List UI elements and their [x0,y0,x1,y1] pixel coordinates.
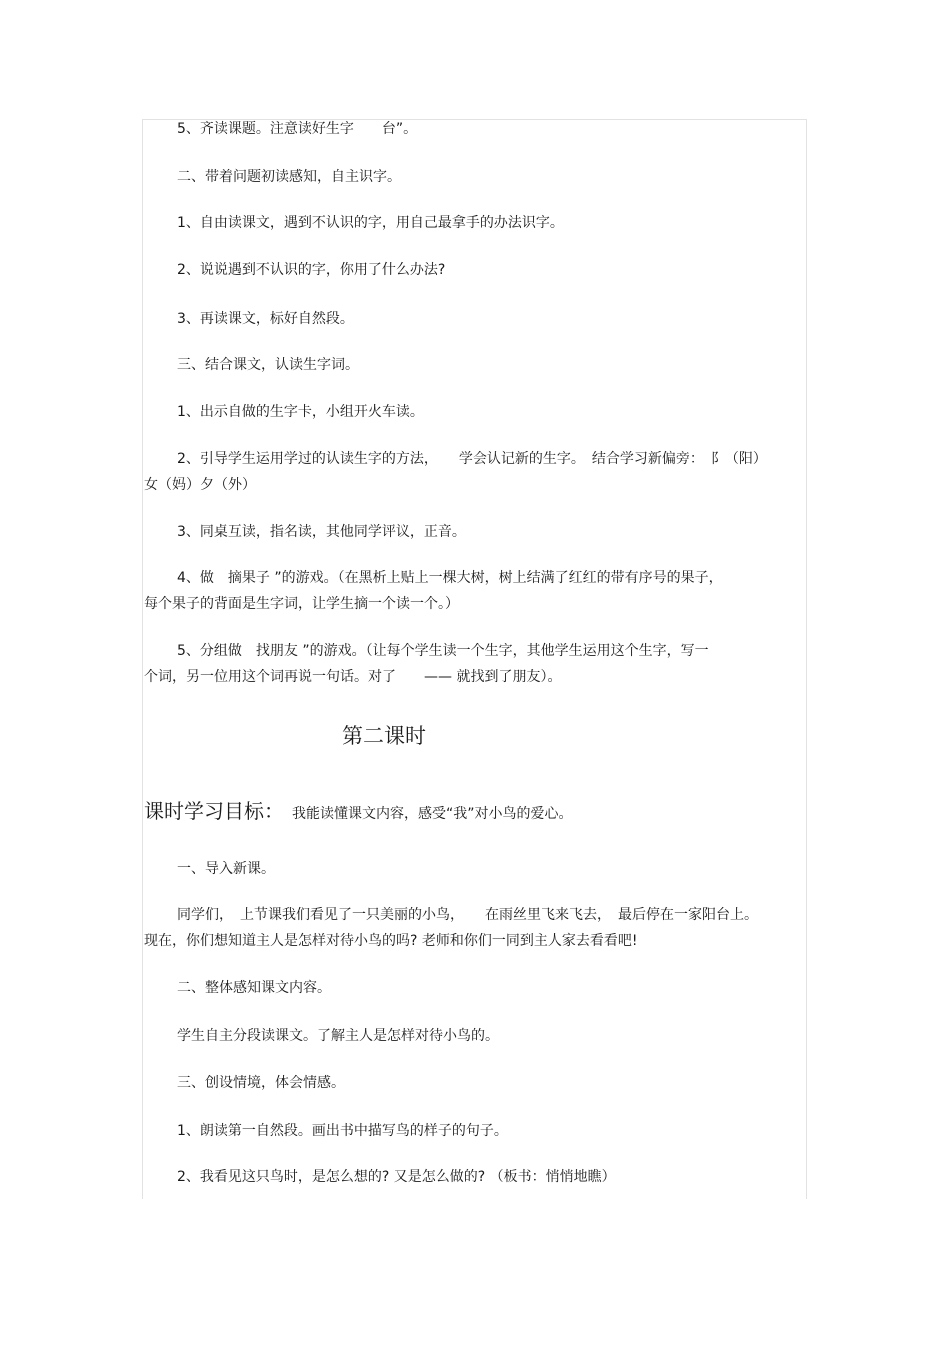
goal-text: 我能读懂课文内容，感受“我”对小鸟的爱心。 [292,806,573,822]
text-line: 1、自由读课文，遇到不认识的字，用自己最拿手的办法识字。 [177,215,564,231]
section-heading: 三、创设情境，体会情感。 [177,1075,345,1091]
goal-label: 课时学习目标： [144,799,284,823]
text-line: 5、齐读课题。注意读好生字 台”。 [177,121,418,137]
text-line: 2、我看见这只鸟时，是怎么想的? 又是怎么做的? （板书：悄悄地瞧） [177,1169,616,1185]
section-heading: 二、整体感知课文内容。 [177,980,331,996]
text-line: 每个果子的背面是生字词，让学生摘一个读一个。） [144,596,459,612]
lesson-title: 第二课时 [342,724,426,748]
text-line: 2、引导学生运用学过的认读生字的方法， 学会认记新的生字。 结合学习新偏旁： 阝（阳） [177,451,767,467]
section-heading: 三、结合课文，认读生字词。 [177,357,359,373]
lesson-goal [144,797,573,828]
text-line: 4、做 摘果子 ”的游戏。（在黑析上贴上一棵大树，树上结满了红红的带有序号的果子， [177,570,723,586]
text-line: 现在，你们想知道主人是怎样对待小鸟的吗? 老师和你们一同到主人家去看看吧! [144,933,638,949]
text-line: 1、朗读第一自然段。画出书中描写鸟的样子的句子。 [177,1123,508,1139]
text-line: 学生自主分段读课文。了解主人是怎样对待小鸟的。 [177,1028,499,1044]
section-heading: 一、导入新课。 [177,861,275,877]
text-line: 3、同桌互读，指名读，其他同学评议，正音。 [177,524,466,540]
text-line: 2、说说遇到不认识的字，你用了什么办法? [177,262,446,278]
text-line: 同学们， 上节课我们看见了一只美丽的小鸟， 在雨丝里飞来飞去， 最后停在一家阳台上。 [177,907,758,923]
text-line: 女（妈）夕（外） [144,477,256,493]
text-line: 5、分组做 找朋友 ”的游戏。（让每个学生读一个生字，其他学生运用这个生字，写一 [177,643,709,659]
text-line: 1、出示自做的生字卡，小组开火车读。 [177,404,424,420]
text-line: 3、再读课文，标好自然段。 [177,311,354,327]
section-heading: 二、带着问题初读感知，自主识字。 [177,169,401,185]
text-line: 个词，另一位用这个词再说一句话。对了 —— 就找到了朋友）。 [144,669,562,685]
